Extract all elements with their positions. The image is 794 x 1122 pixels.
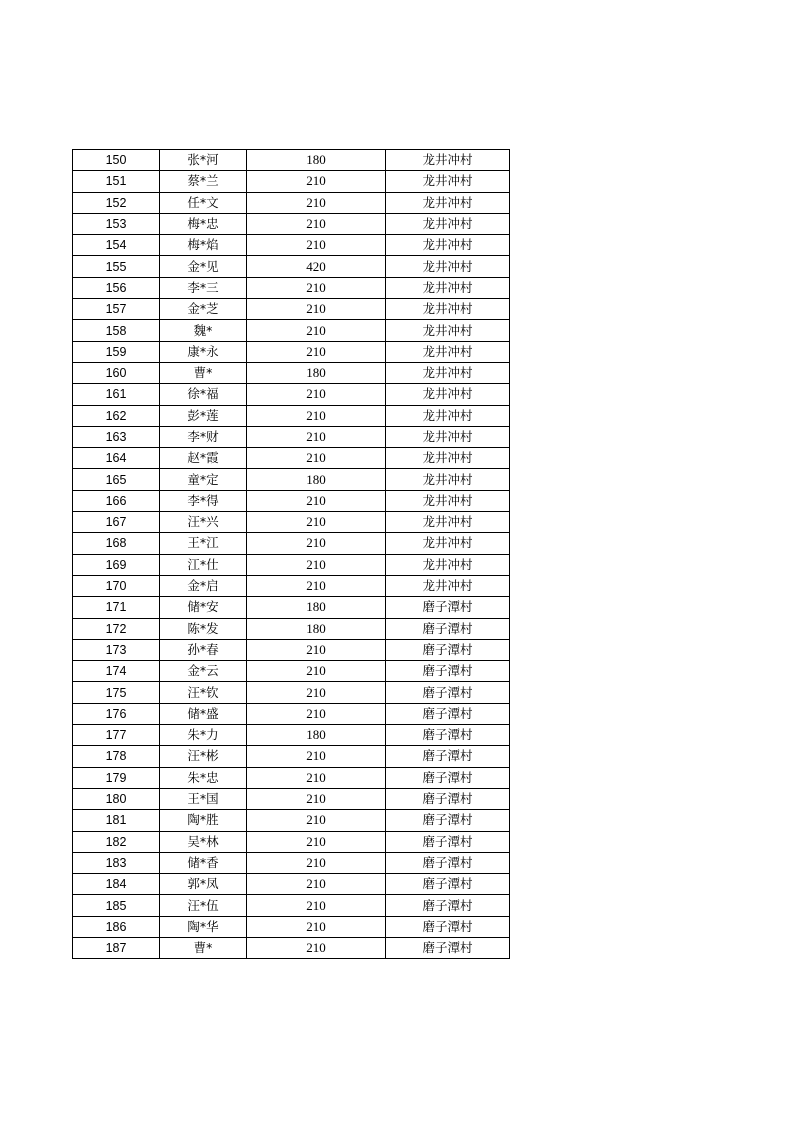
table-row bbox=[73, 767, 510, 788]
village-cell: 磨子潭村 bbox=[386, 788, 510, 809]
village-cell: 磨子潭村 bbox=[386, 703, 510, 724]
name-cell: 储*安 bbox=[160, 597, 247, 618]
village-cell: 龙井冲村 bbox=[386, 299, 510, 320]
name-cell: 李*三 bbox=[160, 277, 247, 298]
village-cell: 磨子潭村 bbox=[386, 639, 510, 660]
row-number-cell: 184 bbox=[73, 874, 160, 895]
amount-cell: 210 bbox=[247, 405, 386, 426]
row-number-cell: 186 bbox=[73, 916, 160, 937]
table-row bbox=[73, 256, 510, 277]
name-cell: 储*香 bbox=[160, 852, 247, 873]
village-cell: 磨子潭村 bbox=[386, 767, 510, 788]
amount-cell: 210 bbox=[247, 852, 386, 873]
row-number-cell: 181 bbox=[73, 810, 160, 831]
amount-cell: 210 bbox=[247, 490, 386, 511]
row-number-cell: 183 bbox=[73, 852, 160, 873]
row-number-cell: 161 bbox=[73, 384, 160, 405]
table-body bbox=[73, 150, 510, 959]
table-row bbox=[73, 810, 510, 831]
row-number-cell: 175 bbox=[73, 682, 160, 703]
table-row bbox=[73, 192, 510, 213]
village-cell: 龙井冲村 bbox=[386, 490, 510, 511]
name-cell: 蔡*兰 bbox=[160, 171, 247, 192]
amount-cell: 210 bbox=[247, 937, 386, 958]
row-number-cell: 158 bbox=[73, 320, 160, 341]
amount-cell: 210 bbox=[247, 171, 386, 192]
row-number-cell: 167 bbox=[73, 512, 160, 533]
table-row bbox=[73, 405, 510, 426]
row-number-cell: 154 bbox=[73, 235, 160, 256]
village-cell: 磨子潭村 bbox=[386, 874, 510, 895]
name-cell: 魏* bbox=[160, 320, 247, 341]
amount-cell: 210 bbox=[247, 895, 386, 916]
row-number-cell: 177 bbox=[73, 725, 160, 746]
village-cell: 磨子潭村 bbox=[386, 895, 510, 916]
name-cell: 吴*林 bbox=[160, 831, 247, 852]
name-cell: 陶*华 bbox=[160, 916, 247, 937]
row-number-cell: 173 bbox=[73, 639, 160, 660]
name-cell: 汪*彬 bbox=[160, 746, 247, 767]
table-row bbox=[73, 171, 510, 192]
name-cell: 陶*胜 bbox=[160, 810, 247, 831]
name-cell: 汪*兴 bbox=[160, 512, 247, 533]
table-row bbox=[73, 448, 510, 469]
amount-cell: 210 bbox=[247, 277, 386, 298]
table-row bbox=[73, 362, 510, 383]
row-number-cell: 157 bbox=[73, 299, 160, 320]
row-number-cell: 163 bbox=[73, 426, 160, 447]
amount-cell: 210 bbox=[247, 703, 386, 724]
table-row bbox=[73, 937, 510, 958]
village-cell: 龙井冲村 bbox=[386, 150, 510, 171]
name-cell: 金*见 bbox=[160, 256, 247, 277]
name-cell: 梅*焰 bbox=[160, 235, 247, 256]
row-number-cell: 153 bbox=[73, 213, 160, 234]
row-number-cell: 187 bbox=[73, 937, 160, 958]
row-number-cell: 159 bbox=[73, 341, 160, 362]
row-number-cell: 168 bbox=[73, 533, 160, 554]
row-number-cell: 185 bbox=[73, 895, 160, 916]
name-cell: 金*启 bbox=[160, 575, 247, 596]
village-cell: 龙井冲村 bbox=[386, 320, 510, 341]
village-cell: 龙井冲村 bbox=[386, 575, 510, 596]
name-cell: 李*财 bbox=[160, 426, 247, 447]
amount-cell: 210 bbox=[247, 554, 386, 575]
amount-cell: 180 bbox=[247, 150, 386, 171]
table-row bbox=[73, 533, 510, 554]
village-cell: 龙井冲村 bbox=[386, 448, 510, 469]
village-cell: 磨子潭村 bbox=[386, 725, 510, 746]
village-cell: 龙井冲村 bbox=[386, 235, 510, 256]
amount-cell: 210 bbox=[247, 874, 386, 895]
table-row bbox=[73, 277, 510, 298]
table-row bbox=[73, 575, 510, 596]
table-row bbox=[73, 597, 510, 618]
table-row bbox=[73, 661, 510, 682]
table-row bbox=[73, 235, 510, 256]
row-number-cell: 172 bbox=[73, 618, 160, 639]
row-number-cell: 165 bbox=[73, 469, 160, 490]
village-cell: 龙井冲村 bbox=[386, 171, 510, 192]
table-row bbox=[73, 213, 510, 234]
village-cell: 龙井冲村 bbox=[386, 469, 510, 490]
amount-cell: 210 bbox=[247, 448, 386, 469]
table-row bbox=[73, 682, 510, 703]
row-number-cell: 164 bbox=[73, 448, 160, 469]
name-cell: 李*得 bbox=[160, 490, 247, 511]
name-cell: 汪*钦 bbox=[160, 682, 247, 703]
row-number-cell: 182 bbox=[73, 831, 160, 852]
amount-cell: 210 bbox=[247, 831, 386, 852]
name-cell: 张*河 bbox=[160, 150, 247, 171]
amount-cell: 210 bbox=[247, 916, 386, 937]
name-cell: 梅*忠 bbox=[160, 213, 247, 234]
name-cell: 郭*凤 bbox=[160, 874, 247, 895]
table-row bbox=[73, 788, 510, 809]
amount-cell: 210 bbox=[247, 512, 386, 533]
table-row bbox=[73, 746, 510, 767]
name-cell: 徐*福 bbox=[160, 384, 247, 405]
village-cell: 龙井冲村 bbox=[386, 426, 510, 447]
village-cell: 磨子潭村 bbox=[386, 618, 510, 639]
table-row bbox=[73, 895, 510, 916]
village-cell: 龙井冲村 bbox=[386, 213, 510, 234]
table-row bbox=[73, 852, 510, 873]
name-cell: 储*盛 bbox=[160, 703, 247, 724]
name-cell: 康*永 bbox=[160, 341, 247, 362]
name-cell: 曹* bbox=[160, 937, 247, 958]
table-row bbox=[73, 299, 510, 320]
amount-cell: 180 bbox=[247, 725, 386, 746]
row-number-cell: 180 bbox=[73, 788, 160, 809]
row-number-cell: 162 bbox=[73, 405, 160, 426]
amount-cell: 210 bbox=[247, 384, 386, 405]
amount-cell: 210 bbox=[247, 810, 386, 831]
amount-cell: 210 bbox=[247, 320, 386, 341]
village-cell: 龙井冲村 bbox=[386, 512, 510, 533]
table-row bbox=[73, 703, 510, 724]
amount-cell: 180 bbox=[247, 469, 386, 490]
amount-cell: 210 bbox=[247, 682, 386, 703]
row-number-cell: 156 bbox=[73, 277, 160, 298]
table-row bbox=[73, 150, 510, 171]
village-cell: 磨子潭村 bbox=[386, 682, 510, 703]
row-number-cell: 160 bbox=[73, 362, 160, 383]
village-cell: 龙井冲村 bbox=[386, 384, 510, 405]
row-number-cell: 174 bbox=[73, 661, 160, 682]
table-row bbox=[73, 874, 510, 895]
table-row bbox=[73, 384, 510, 405]
amount-cell: 180 bbox=[247, 597, 386, 618]
village-cell: 磨子潭村 bbox=[386, 852, 510, 873]
data-table bbox=[72, 149, 510, 959]
amount-cell: 210 bbox=[247, 192, 386, 213]
name-cell: 王*国 bbox=[160, 788, 247, 809]
row-number-cell: 169 bbox=[73, 554, 160, 575]
name-cell: 汪*伍 bbox=[160, 895, 247, 916]
amount-cell: 210 bbox=[247, 213, 386, 234]
table-row bbox=[73, 831, 510, 852]
amount-cell: 420 bbox=[247, 256, 386, 277]
village-cell: 龙井冲村 bbox=[386, 405, 510, 426]
name-cell: 赵*霞 bbox=[160, 448, 247, 469]
name-cell: 金*芝 bbox=[160, 299, 247, 320]
village-cell: 龙井冲村 bbox=[386, 362, 510, 383]
amount-cell: 210 bbox=[247, 788, 386, 809]
table-row bbox=[73, 916, 510, 937]
row-number-cell: 151 bbox=[73, 171, 160, 192]
name-cell: 任*文 bbox=[160, 192, 247, 213]
table-row bbox=[73, 490, 510, 511]
village-cell: 磨子潭村 bbox=[386, 597, 510, 618]
name-cell: 金*云 bbox=[160, 661, 247, 682]
table-row bbox=[73, 320, 510, 341]
name-cell: 江*仕 bbox=[160, 554, 247, 575]
village-cell: 磨子潭村 bbox=[386, 916, 510, 937]
village-cell: 磨子潭村 bbox=[386, 661, 510, 682]
row-number-cell: 171 bbox=[73, 597, 160, 618]
row-number-cell: 152 bbox=[73, 192, 160, 213]
row-number-cell: 170 bbox=[73, 575, 160, 596]
amount-cell: 210 bbox=[247, 341, 386, 362]
name-cell: 童*定 bbox=[160, 469, 247, 490]
name-cell: 朱*力 bbox=[160, 725, 247, 746]
village-cell: 龙井冲村 bbox=[386, 341, 510, 362]
amount-cell: 180 bbox=[247, 618, 386, 639]
table-row bbox=[73, 639, 510, 660]
amount-cell: 210 bbox=[247, 533, 386, 554]
row-number-cell: 166 bbox=[73, 490, 160, 511]
name-cell: 孙*春 bbox=[160, 639, 247, 660]
row-number-cell: 179 bbox=[73, 767, 160, 788]
table-row bbox=[73, 725, 510, 746]
amount-cell: 210 bbox=[247, 767, 386, 788]
table-row bbox=[73, 618, 510, 639]
name-cell: 王*江 bbox=[160, 533, 247, 554]
amount-cell: 210 bbox=[247, 426, 386, 447]
village-cell: 龙井冲村 bbox=[386, 533, 510, 554]
row-number-cell: 155 bbox=[73, 256, 160, 277]
amount-cell: 210 bbox=[247, 746, 386, 767]
amount-cell: 210 bbox=[247, 639, 386, 660]
row-number-cell: 176 bbox=[73, 703, 160, 724]
name-cell: 曹* bbox=[160, 362, 247, 383]
village-cell: 磨子潭村 bbox=[386, 746, 510, 767]
village-cell: 磨子潭村 bbox=[386, 831, 510, 852]
name-cell: 彭*莲 bbox=[160, 405, 247, 426]
amount-cell: 210 bbox=[247, 235, 386, 256]
table-row bbox=[73, 341, 510, 362]
village-cell: 龙井冲村 bbox=[386, 554, 510, 575]
name-cell: 朱*忠 bbox=[160, 767, 247, 788]
name-cell: 陈*发 bbox=[160, 618, 247, 639]
amount-cell: 210 bbox=[247, 661, 386, 682]
table-row bbox=[73, 554, 510, 575]
village-cell: 龙井冲村 bbox=[386, 192, 510, 213]
village-cell: 磨子潭村 bbox=[386, 937, 510, 958]
table-row bbox=[73, 469, 510, 490]
row-number-cell: 150 bbox=[73, 150, 160, 171]
village-cell: 龙井冲村 bbox=[386, 256, 510, 277]
village-cell: 龙井冲村 bbox=[386, 277, 510, 298]
row-number-cell: 178 bbox=[73, 746, 160, 767]
village-cell: 磨子潭村 bbox=[386, 810, 510, 831]
amount-cell: 180 bbox=[247, 362, 386, 383]
amount-cell: 210 bbox=[247, 299, 386, 320]
table-row bbox=[73, 426, 510, 447]
amount-cell: 210 bbox=[247, 575, 386, 596]
table-row bbox=[73, 512, 510, 533]
